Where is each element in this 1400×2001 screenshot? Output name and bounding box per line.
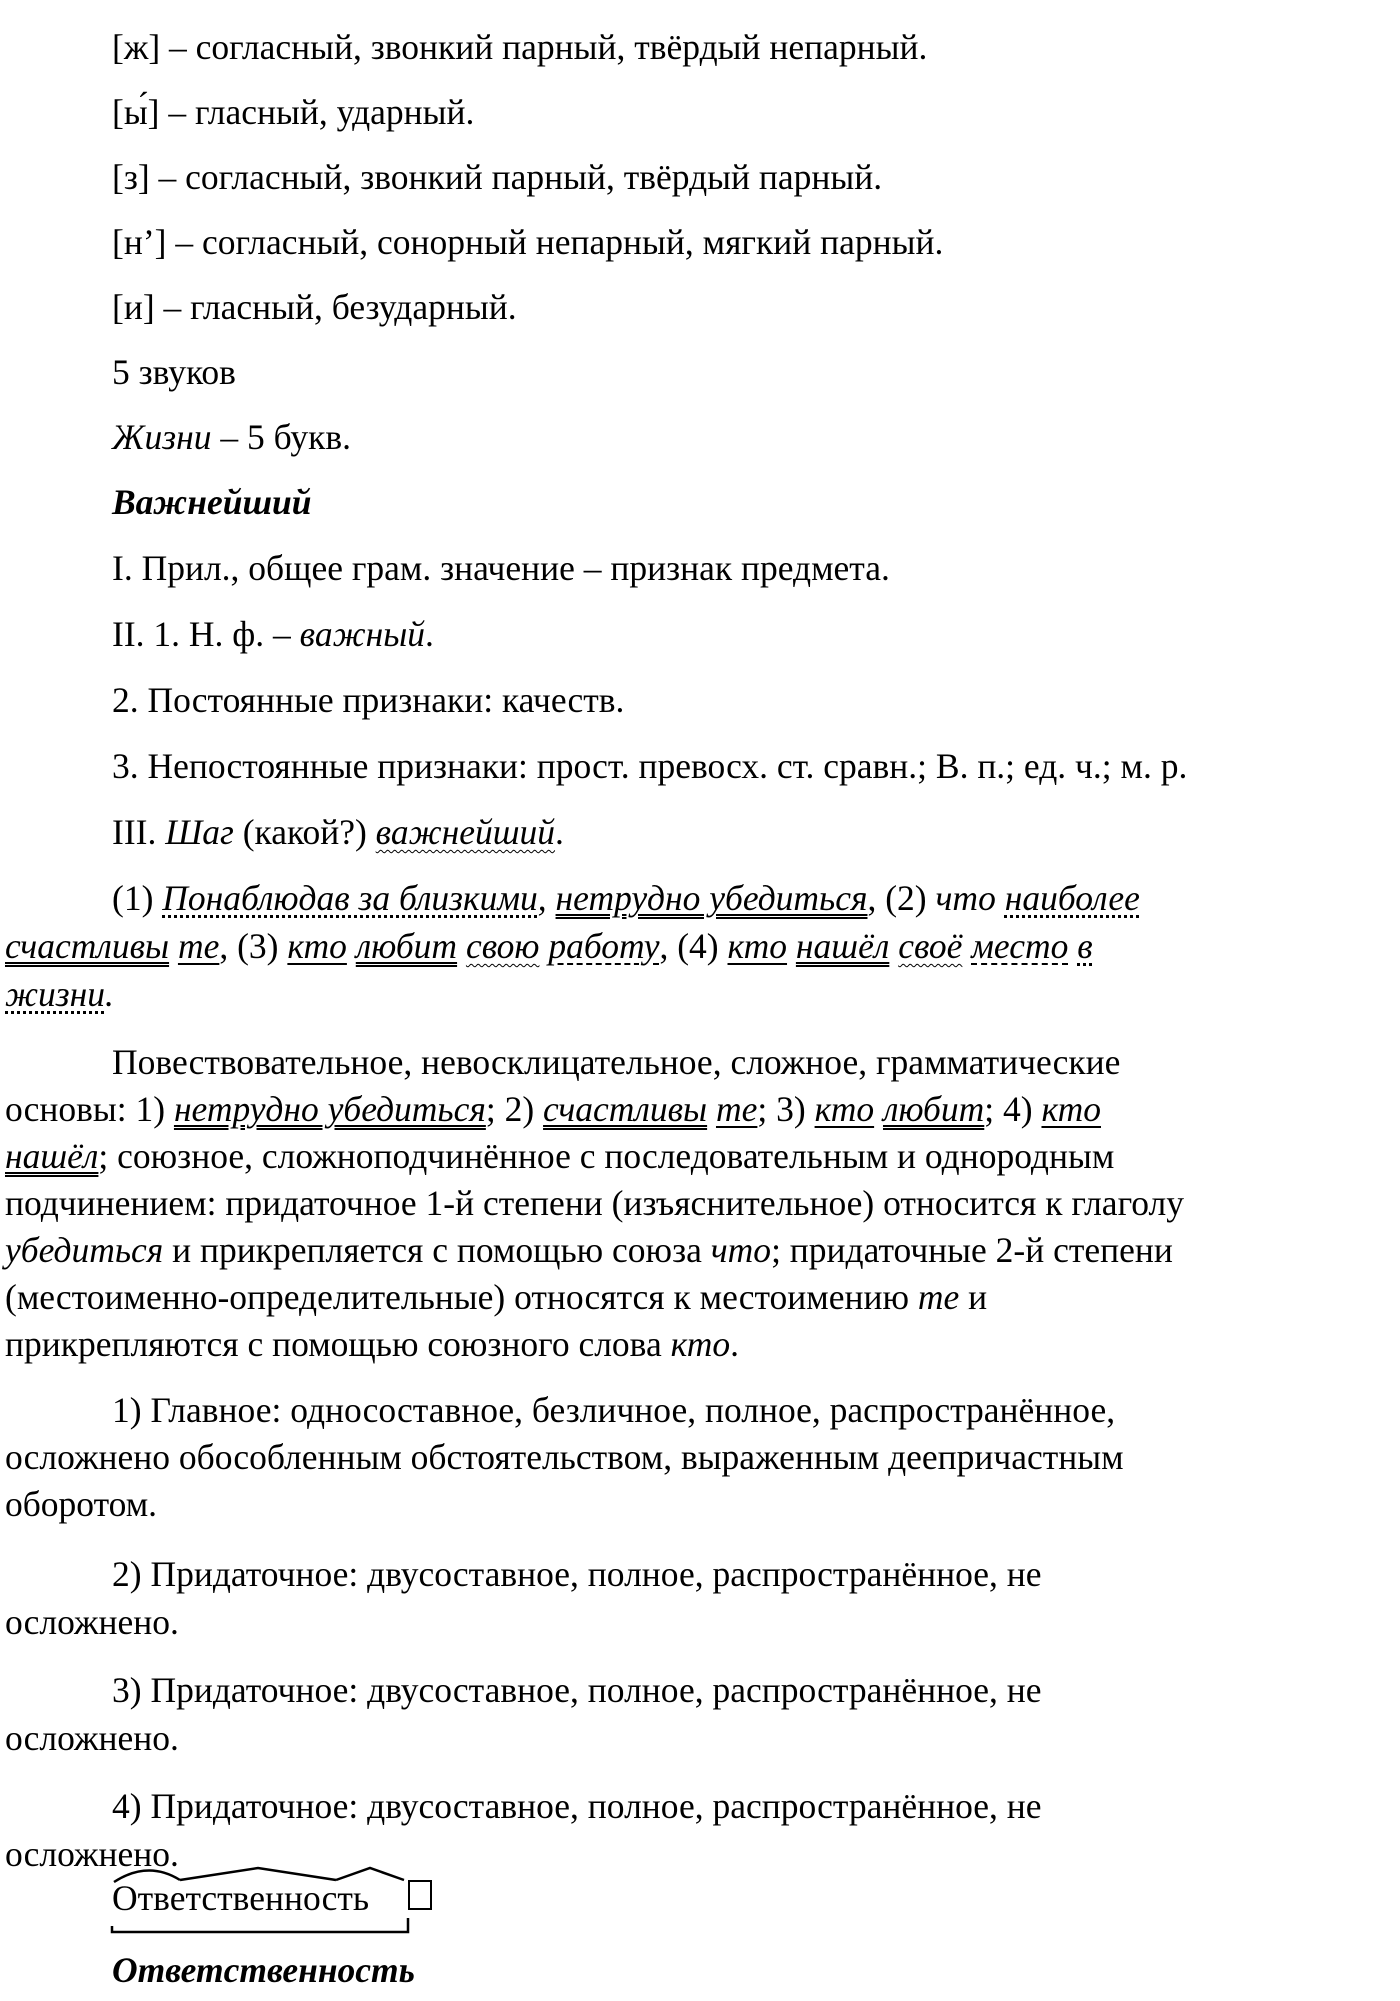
subject-kto-2: кто: [727, 926, 788, 966]
attribute-svoyu: свою: [465, 926, 540, 966]
syntax-line-7: прикрепляются с помощью союзного слова кто.: [5, 1324, 739, 1364]
adj-part5: III. Шаг (какой?) важнейший.: [112, 812, 564, 852]
sentence-line-2: счастливы те, (3) кто любит свою работу, (4) кто нашёл своё место в: [5, 926, 1093, 966]
morphemic-parsing: [108, 1856, 458, 1936]
predicate-2: счастливы: [5, 926, 170, 966]
subject-kto-1: кто: [287, 926, 347, 966]
phonetic-line-zh: [ж] – согласный, звонкий парный, твёрдый непарный.: [112, 27, 928, 67]
phonetic-line-n: [н’] – согласный, сонорный непарный, мягкий парный.: [112, 222, 944, 262]
conjunction-chto: что: [935, 878, 996, 918]
adverbial-phrase: Понаблюдав за близкими: [162, 878, 538, 918]
phonetic-line-y: [ы́] – гласный, ударный.: [112, 92, 475, 132]
adverbial-zhizni: жизни: [5, 974, 105, 1014]
letters-rest: – 5 букв.: [211, 417, 351, 457]
adj-heading: Важнейший: [112, 482, 312, 522]
sentence-line-3: жизни.: [5, 974, 114, 1014]
adj-part3: 2. Постоянные признаки: качеств.: [112, 680, 625, 720]
zero-ending-box: [408, 1880, 432, 1910]
syntax-line-6: (местоименно-определительные) относятся к местоимению те и: [5, 1277, 988, 1317]
phonetic-line-i: [и] – гласный, безударный.: [112, 287, 517, 327]
syntax-line-4: подчинением: придаточное 1-й степени (изъяснительное) относится к глаголу: [5, 1183, 1184, 1223]
morphemic-word: Ответственность: [112, 1878, 370, 1918]
object-mesto: место: [971, 926, 1069, 966]
adj-part2: II. 1. Н. ф. – важный.: [112, 614, 434, 654]
adj-underlined-word: важнейший: [375, 812, 556, 852]
clause4-line-2: осложнено.: [5, 1834, 179, 1874]
syntax-line-5: убедиться и прикрепляется с помощью союза что; придаточные 2-й степени: [5, 1230, 1173, 1270]
clause4-line-1: 4) Придаточное: двусоставное, полное, распространённое, не: [112, 1786, 1042, 1826]
clause3-line-1: 3) Придаточное: двусоставное, полное, распространённое, не: [112, 1670, 1042, 1710]
final-heading: Ответственность: [112, 1950, 415, 1990]
clause3-line-2: осложнено.: [5, 1718, 179, 1758]
sentence-line-1: (1) Понаблюдав за близкими, нетрудно убедиться, (2) что наиболее: [112, 878, 1140, 918]
phonetic-line-z: [з] – согласный, звонкий парный, твёрдый парный.: [112, 157, 883, 197]
syntax-line-3: нашёл; союзное, сложноподчинённое с последовательным и однородным: [5, 1136, 1115, 1176]
predicate-1: нетрудно убедиться: [555, 878, 868, 918]
clause1-line-2: осложнено обособленным обстоятельством, выраженным деепричастным: [5, 1437, 1124, 1477]
predicate-3: любит: [355, 926, 458, 966]
syntax-line-2: основы: 1) нетрудно убедиться; 2) счастливы те; 3) кто любит; 4) кто: [5, 1089, 1101, 1129]
base-bracket: [112, 1918, 408, 1932]
clause1-line-3: оборотом.: [5, 1484, 158, 1524]
letters-word: Жизни: [112, 417, 212, 457]
adverbial-v: в: [1077, 926, 1093, 966]
syntax-line-1: Повествовательное, невосклицательное, сложное, грамматические: [112, 1042, 1121, 1082]
adj-part4: 3. Непостоянные признаки: прост. превосх. ст. сравн.; В. п.; ед. ч.; м. р.: [112, 746, 1188, 786]
clause2-line-1: 2) Придаточное: двусоставное, полное, распространённое, не: [112, 1554, 1042, 1594]
letters-count: [112, 415, 351, 459]
clause1-line-1: 1) Главное: односоставное, безличное, полное, распространённое,: [112, 1390, 1116, 1430]
adverbial-naibolee: наиболее: [1004, 878, 1140, 918]
object-rabotu: работу: [548, 926, 660, 966]
adj-initial-form: важный: [299, 614, 426, 654]
predicate-4: нашёл: [795, 926, 890, 966]
clause2-line-2: осложнено.: [5, 1602, 179, 1642]
sounds-count: 5 звуков: [112, 352, 236, 392]
adj-part1: I. Прил., общее грам. значение – признак предмета.: [112, 548, 890, 588]
attribute-svoe: своё: [898, 926, 963, 966]
subject-te: те: [177, 926, 220, 966]
